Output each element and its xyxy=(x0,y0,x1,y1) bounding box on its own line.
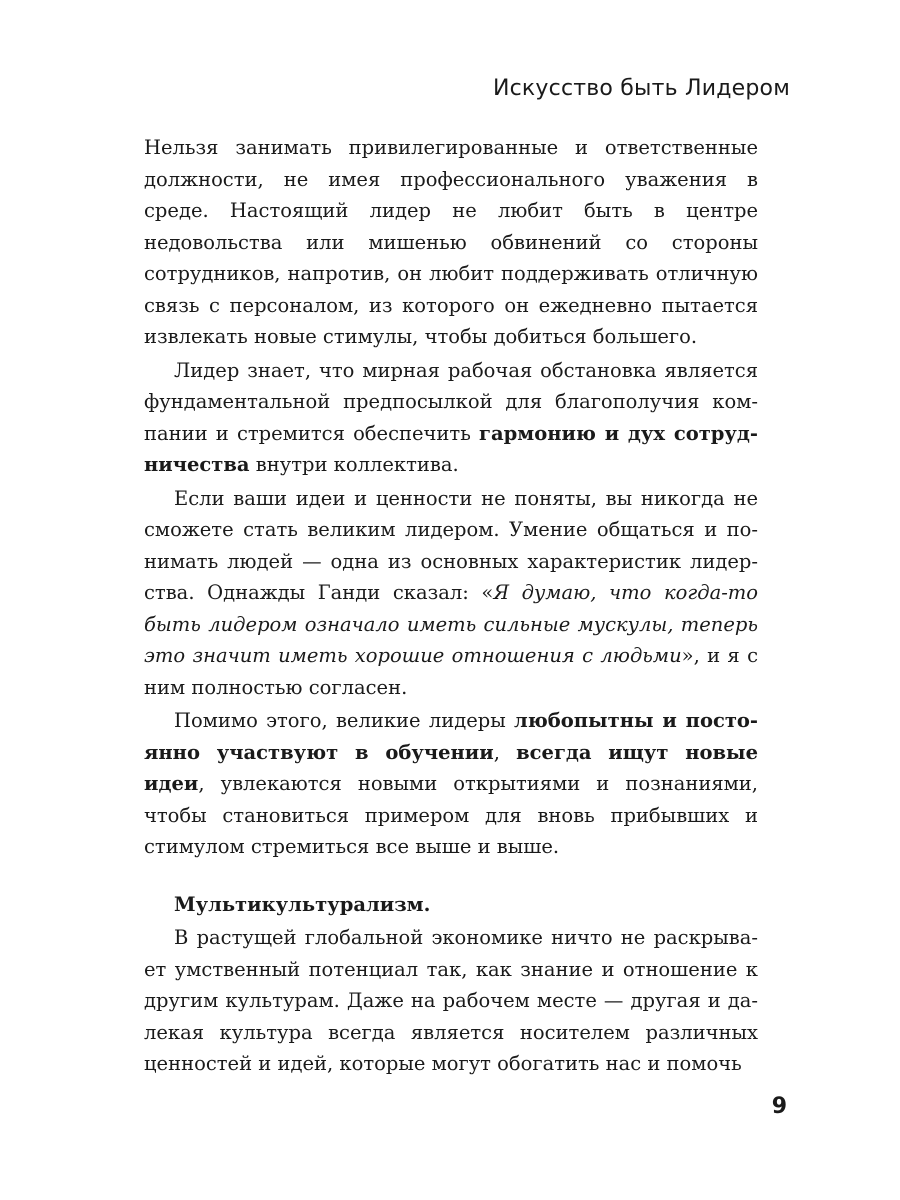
paragraph-2-text-end: внутри коллектива. xyxy=(249,453,459,476)
paragraph-4-emphasis-2: всегда ищут новые идеи xyxy=(144,740,759,795)
paragraph-1: Нельзя занимать привилегированные и ответственные должности, не имея профессионального уважения в среде. Настоящий лидер не любит быть в центре недовольства или мишенью обвинений со стороны сотрудников, напротив, он любит поддерживать отличную связь с персоналом, из которого он ежедневно пытается извлекать новые стимулы, чтобы добиться большего. xyxy=(144,136,758,348)
paragraph-4-text: Помимо этого, великие лидеры xyxy=(174,709,515,732)
section-heading: Мультикультурализм. xyxy=(174,892,431,916)
paragraph-4-separator: , xyxy=(493,740,517,764)
paragraph-5: В растущей глобальной экономике ничто не раскрывает умственный потенциал так, как знание и отношение к другим культурам. Даже на рабочем месте — другая и далекая культура всегда является носителем различных ценностей и идей, которые могут обогатить нас и помочь xyxy=(144,926,758,1075)
paragraph-2-text: Лидер знает, что мирная рабочая обстановка является фундаментальной предпосылкой для благополучия компании и стремится обеспечить xyxy=(144,358,758,445)
paragraph-2-emphasis: гармонию и дух сотрудничества xyxy=(144,421,758,476)
paragraph-4 xyxy=(144,705,758,863)
paragraph-4-text-end: , увлекаются новыми открытиями и познаниями, чтобы становиться примером для вновь прибывших и стимулом стремиться все выше и выше. xyxy=(144,772,758,858)
paragraph-4-emphasis-1: любопытны и постоянно участвуют в обучении xyxy=(144,709,759,764)
paragraph-3-text: Если ваши идеи и ценности не поняты, вы никогда не сможете стать великим лидером. Умение общаться и понимать людей — одна из основных характеристик лидерства. Однажды Ганди сказал: « xyxy=(144,486,758,604)
gandhi-quote: Я думаю, что когда-то быть лидером означало иметь сильные мускулы, теперь это значит иметь хорошие отношения с людьми xyxy=(144,581,759,667)
running-header-title: Искусство быть Лидером xyxy=(492,76,790,101)
paragraph-2 xyxy=(144,355,758,481)
page-number: 9 xyxy=(771,1094,787,1119)
paragraph-3 xyxy=(144,483,758,704)
paragraph-3-text-end: », и я с ним полностью согласен. xyxy=(144,644,758,699)
body-text xyxy=(144,132,758,1082)
